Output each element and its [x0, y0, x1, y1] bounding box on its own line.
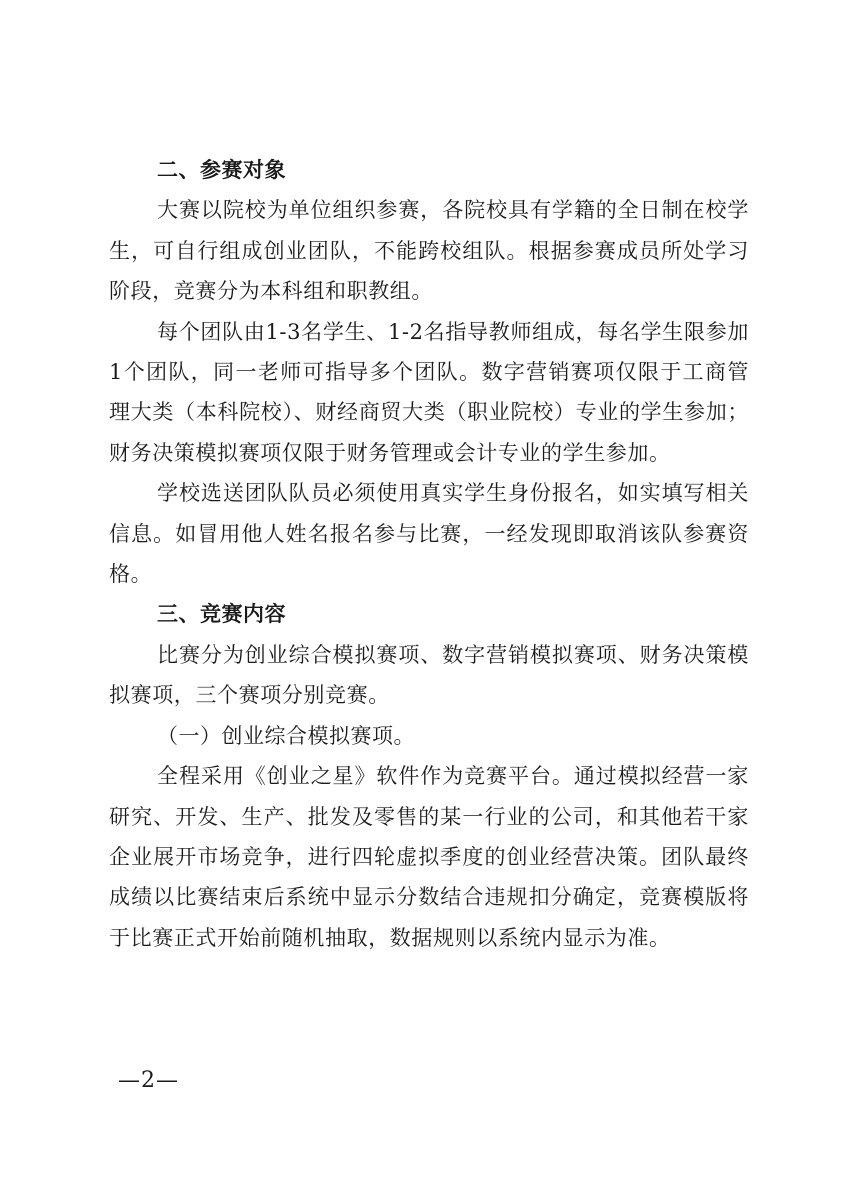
paragraph-participants-1: 大赛以院校为单位组织参赛，各院校具有学籍的全日制在校学生，可自行组成创业团队，不能跨校组队。根据参赛成员所处学习阶段，竞赛分为本科组和职教组。 [109, 198, 749, 304]
subheading-entrepreneurship-simulation: （一）创业综合模拟赛项。 [157, 723, 415, 748]
section-heading-content: 三、竞赛内容 [157, 602, 286, 627]
paragraph-entrepreneurship-simulation: 全程采用《创业之星》软件作为竞赛平台。通过模拟经营一家研究、开发、生产、批发及零售的某一行业的公司，和其他若干家企业展开市场竞争，进行四轮虚拟季度的创业经营决策。团队最终成绩以比赛结束后系统中显示分数结合违规扣分确定，竞赛模版将于比赛正式开始前随机抽取，数据规则以系统内显示为准。 [109, 764, 749, 950]
paragraph-participants-2: 每个团队由1-3名学生、1-2名指导教师组成，每名学生限参加1个团队，同一老师可指导多个团队。数字营销赛项仅限于工商管理大类（本科院校）、财经商贸大类（职业院校）专业的学生参加；财务决策模拟赛项仅限于财务管理或会计专业的学生参加。 [109, 319, 749, 465]
paragraph-content-1: 比赛分为创业综合模拟赛项、数字营销模拟赛项、财务决策模拟赛项，三个赛项分别竞赛。 [109, 642, 749, 708]
section-heading-participants: 二、参赛对象 [157, 158, 286, 182]
page-number: —2— [118, 1068, 179, 1093]
document-page [109, 150, 749, 958]
paragraph-participants-3: 学校选送团队队员必须使用真实学生身份报名，如实填写相关信息。如冒用他人姓名报名参与比赛，一经发现即取消该队参赛资格。 [109, 481, 749, 587]
